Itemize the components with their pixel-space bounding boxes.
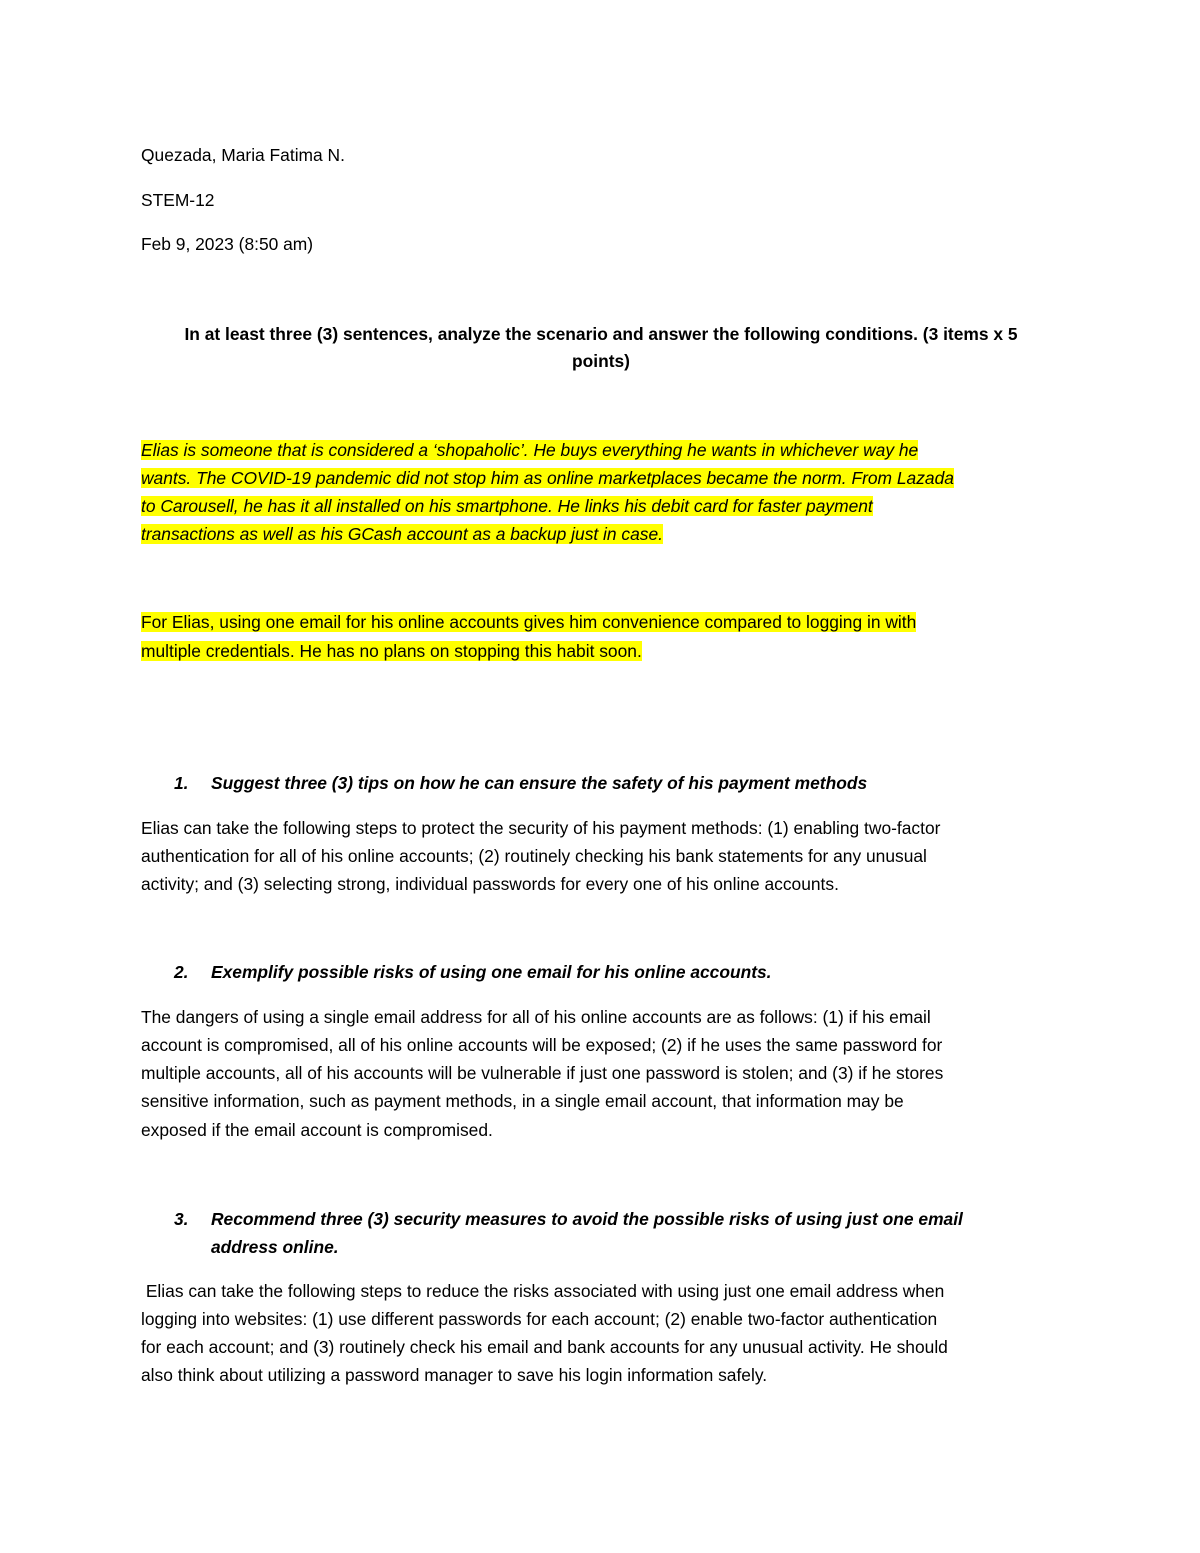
answer-line: also think about utilizing a password manager to save his login information safely. — [141, 1365, 768, 1385]
submission-date: Feb 9, 2023 (8:50 am) — [141, 234, 314, 254]
answer-line: exposed if the email account is compromised. — [141, 1120, 493, 1140]
scenario-text: wants. The COVID-19 pandemic did not stop him as online marketplaces became the norm. From Lazada — [141, 468, 954, 488]
question-number: 1. — [174, 773, 189, 793]
scenario-line — [141, 492, 873, 520]
question-text: Recommend three (3) security measures to avoid the possible risks of using just one email — [211, 1209, 963, 1229]
answer-line: multiple accounts, all of his accounts will be vulnerable if just one password is stolen; and (3) if he stores — [141, 1063, 944, 1083]
context-line — [141, 608, 916, 636]
scenario-line — [141, 436, 918, 464]
answer-line: authentication for all of his online accounts; (2) routinely checking his bank statements for any unusual — [141, 846, 927, 866]
scenario-text: to Carousell, he has it all installed on his smartphone. He links his debit card for faster payment — [141, 496, 873, 516]
scenario-line — [141, 520, 663, 548]
question-text: Exemplify possible risks of using one email for his online accounts. — [211, 962, 772, 982]
question-text: address online. — [211, 1237, 339, 1257]
context-line — [141, 637, 642, 665]
context-text: For Elias, using one email for his online accounts gives him convenience compared to logging in with — [141, 612, 917, 632]
answer-line: Elias can take the following steps to protect the security of his payment methods: (1) enabling two-factor — [141, 818, 941, 838]
answer-line: account is compromised, all of his online accounts will be exposed; (2) if he uses the same password for — [141, 1035, 943, 1055]
answer-line: logging into websites: (1) use different passwords for each account; (2) enable two-factor authentication — [141, 1309, 938, 1329]
answer-line: for each account; and (3) routinely check his email and bank accounts for any unusual activity. He should — [141, 1337, 948, 1357]
answer-line: The dangers of using a single email address for all of his online accounts are as follows: (1) if his email — [141, 1007, 931, 1027]
instructions-line-2: points) — [572, 351, 630, 371]
question-number: 2. — [174, 962, 189, 982]
student-name: Quezada, Maria Fatima N. — [141, 145, 345, 165]
scenario-line — [141, 464, 954, 492]
instructions-line-1: In at least three (3) sentences, analyze the scenario and answer the following conditions. (3 items x 5 — [184, 324, 1018, 344]
question-text: Suggest three (3) tips on how he can ensure the safety of his payment methods — [211, 773, 868, 793]
context-text: multiple credentials. He has no plans on stopping this habit soon. — [141, 641, 642, 661]
answer-line: Elias can take the following steps to reduce the risks associated with using just one email address when — [141, 1281, 945, 1301]
answer-line: sensitive information, such as payment methods, in a single email account, that information may be — [141, 1091, 904, 1111]
scenario-text: Elias is someone that is considered a ‘shopaholic’. He buys everything he wants in whichever way he — [141, 440, 919, 460]
answer-line: activity; and (3) selecting strong, individual passwords for every one of his online accounts. — [141, 874, 839, 894]
student-section: STEM-12 — [141, 190, 215, 210]
question-number: 3. — [174, 1209, 189, 1229]
scenario-text: transactions as well as his GCash account as a backup just in case. — [141, 524, 663, 544]
